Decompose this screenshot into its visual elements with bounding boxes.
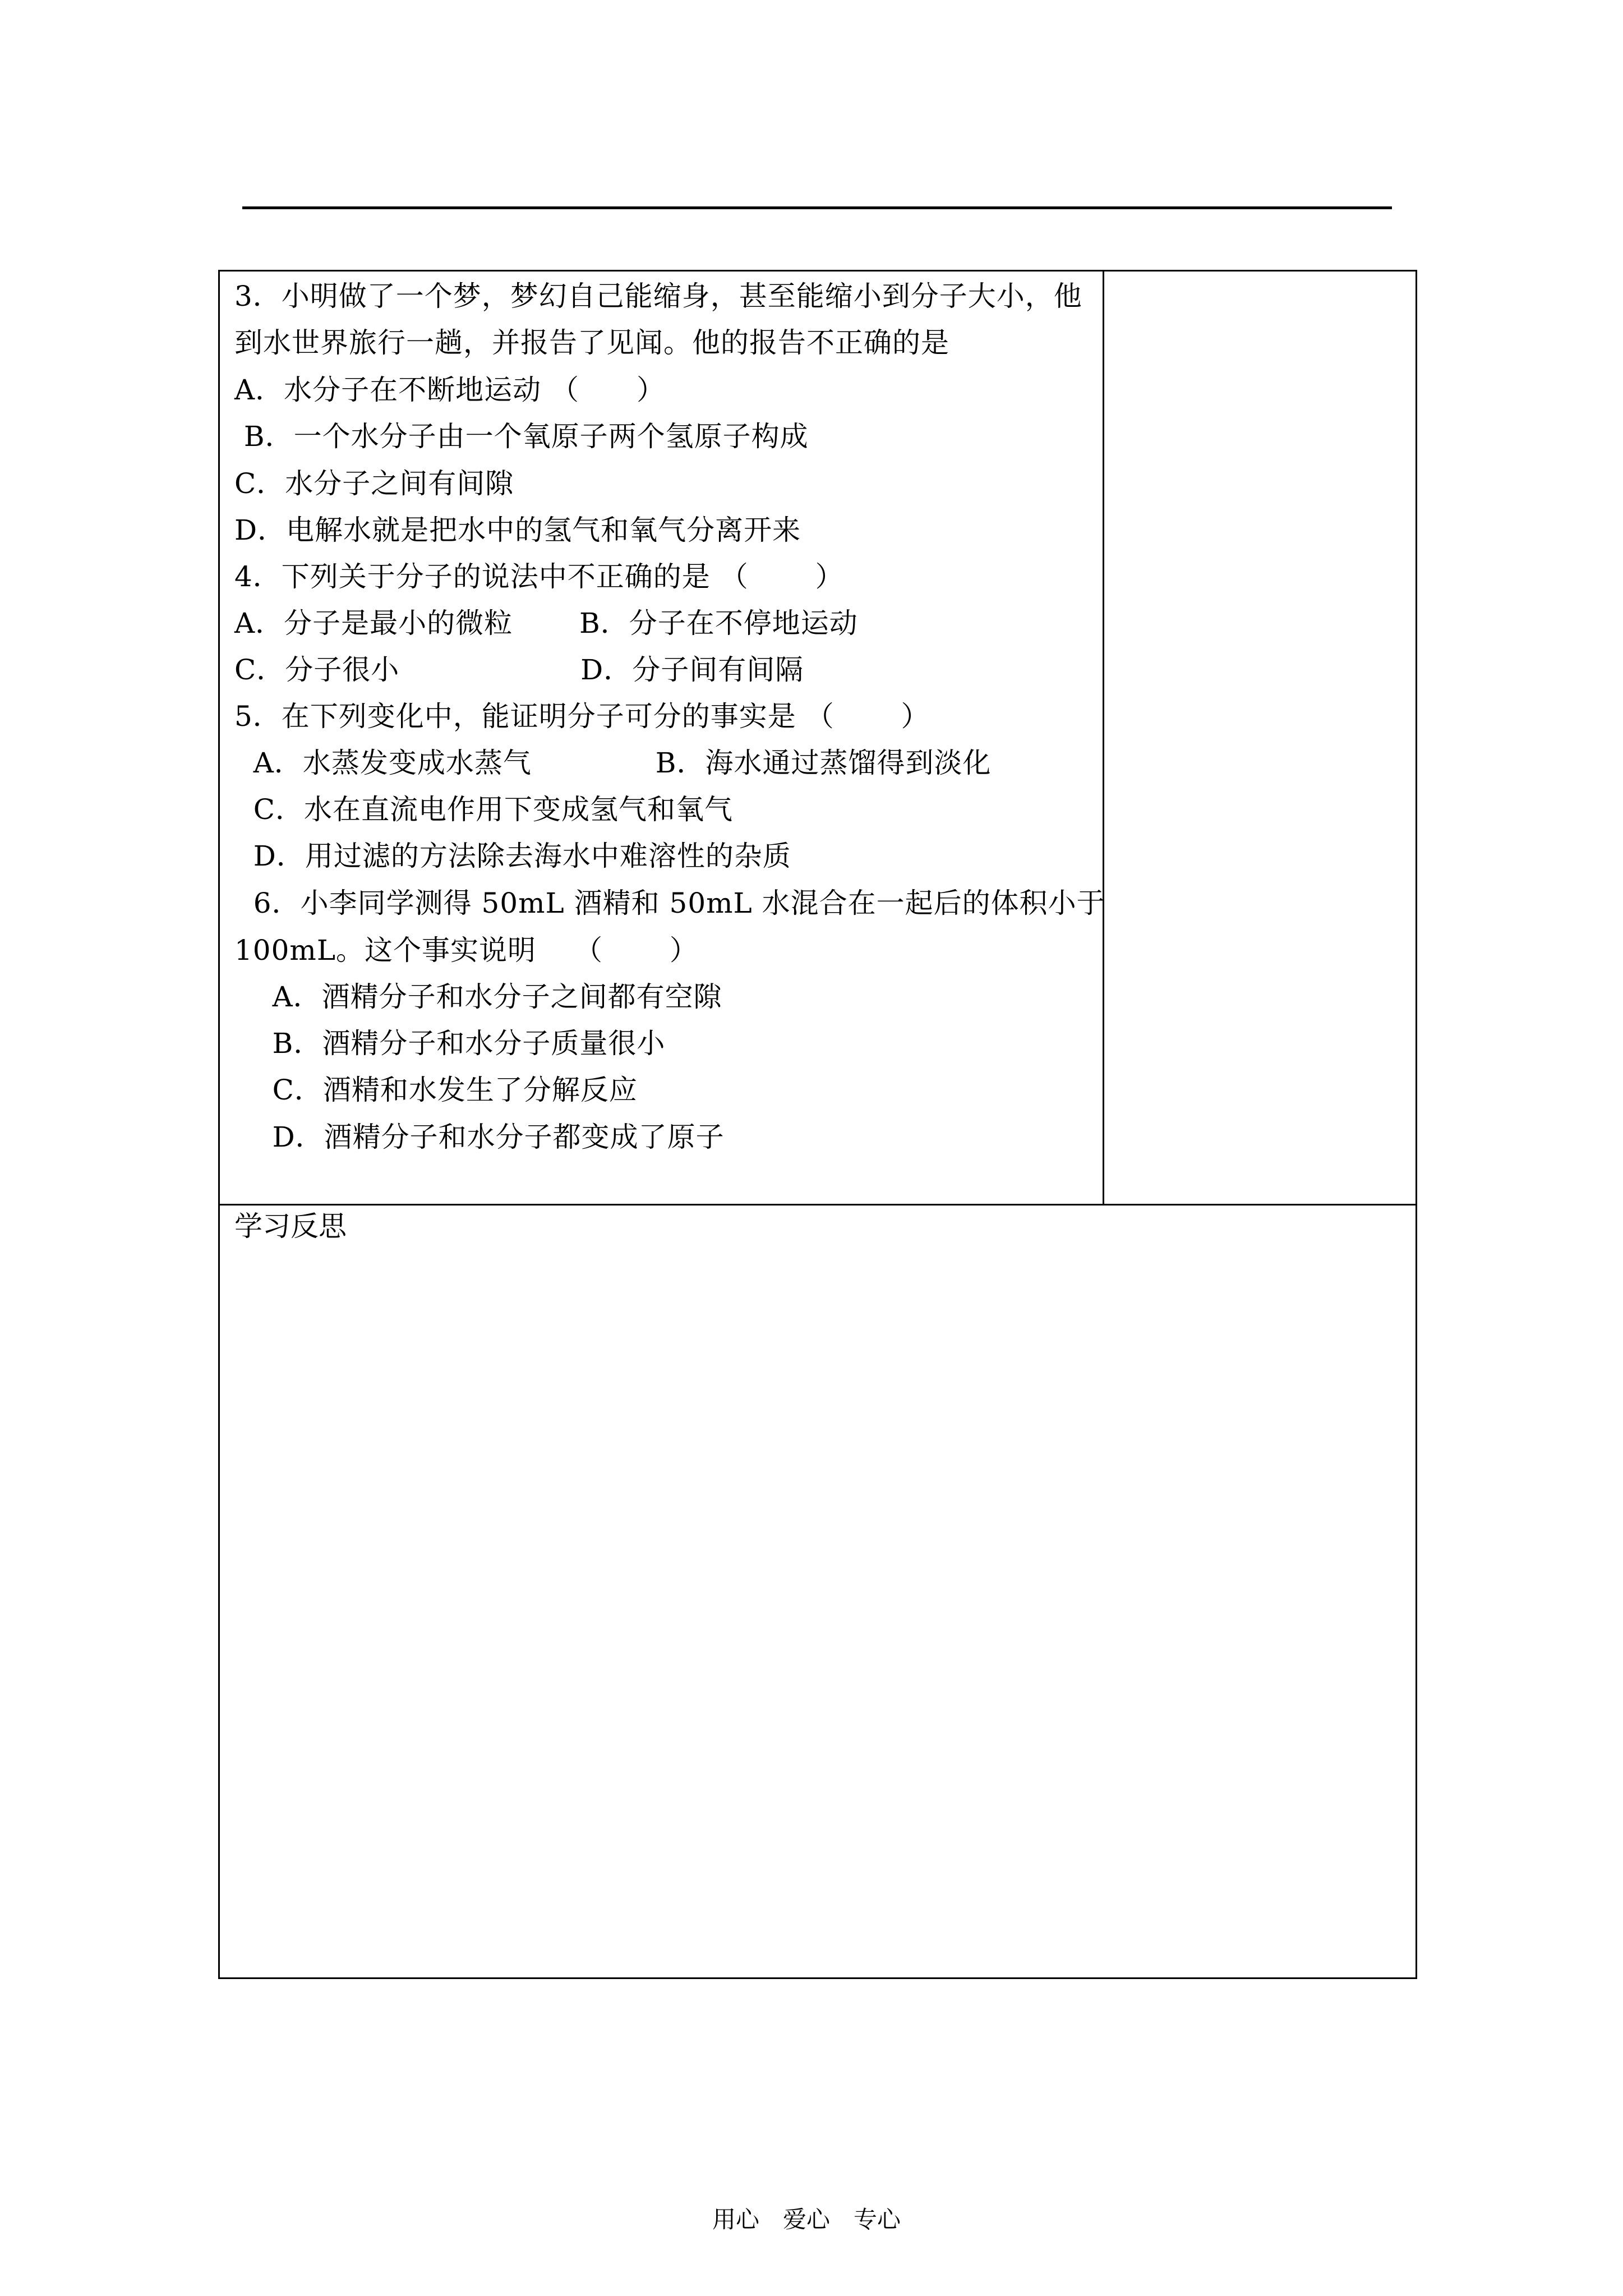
page-footer: 用心 爱心 专心 [712,2206,901,2233]
q3-stem-line1: 3．小明做了一个梦，梦幻自己能缩身，甚至能缩小到分子大小，他 [234,280,1082,312]
q6-option-a: A．酒精分子和水分子之间都有空隙 [234,981,722,1013]
q5-option-c: C．水在直流电作用下变成氢气和氧气 [234,793,734,826]
table-column-divider [1103,270,1104,1205]
q3-option-c: C．水分子之间有间隙 [234,467,514,500]
q5-options-ab: A．水蒸发变成水蒸气 B．海水通过蒸馏得到淡化 [234,747,992,779]
q6-option-c: C．酒精和水发生了分解反应 [234,1074,638,1106]
q3-stem-line2: 到水世界旅行一趟，并报告了见闻。他的报告不正确的是 [234,326,949,359]
q3-option-a: A．水分子在不断地运动 （ ） [234,374,666,406]
q4-options-cd: C．分子很小 D．分子间有间隔 [234,654,804,686]
q6-stem-line2: 100mL。这个事实说明 （ ） [234,934,698,967]
q4-stem: 4．下列关于分子的说法中不正确的是 （ ） [234,560,844,593]
q6-option-d: D．酒精分子和水分子都变成了原子 [234,1121,725,1153]
q3-option-b: B．一个水分子由一个氧原子两个氢原子构成 [234,420,809,453]
q5-stem: 5．在下列变化中，能证明分子可分的事实是 （ ） [234,700,930,733]
q3-option-d: D．电解水就是把水中的氢气和氧气分离开来 [234,514,801,546]
header-rule [242,206,1392,209]
table-row-divider [218,1204,1417,1205]
q5-option-d: D．用过滤的方法除去海水中难溶性的杂质 [234,840,791,872]
reflection-title: 学习反思 [234,1210,347,1243]
q6-option-b: B．酒精分子和水分子质量很小 [234,1027,666,1060]
q4-options-ab: A．分子是最小的微粒 B．分子在不停地运动 [234,607,858,639]
q6-stem-line1: 6．小李同学测得 50mL 酒精和 50mL 水混合在一起后的体积小于 [234,887,1105,919]
